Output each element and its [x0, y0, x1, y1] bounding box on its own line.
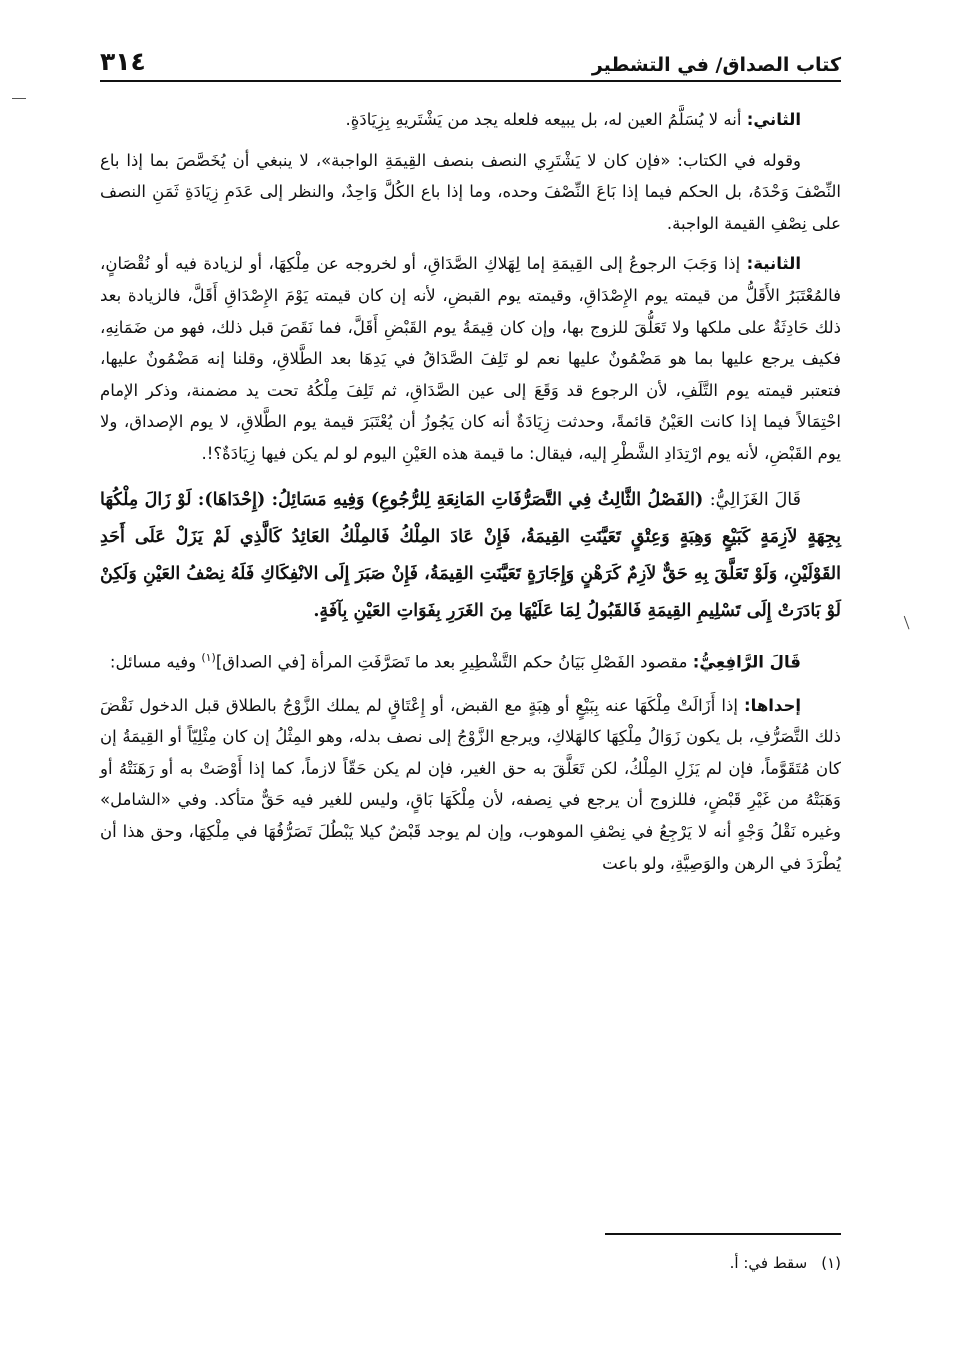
footnote-reference: (١): [201, 650, 216, 664]
footnote-text: سقط في: أ.: [729, 1254, 808, 1272]
paragraph-text: إذا أَزَالَتْ مِلْكَهَا عنه بِبَيْعٍ أو هِبَةٍ مع القبض، أو إِعْتَاقٍ لم يملك الزَّوْجُ بالطلاق قبل الدخول نَقْضَ ذلك التَّصَرُّفِ، بل يكون زَوَالُ مِلْكِهَا كالهَلاكِ، ويرجع الزَّوْجُ إلى نصف بدله، وهو المِثْلُ إن كان مِثْلِيّاً أو القِيمَةُ إن كان مُتَقَوَّماً، فإن لم يَزَلِ المِلْكُ، لكن تَعَلَّقَ به حق الغير، فإن لم يكن حَقّاً لازماً، كما إذا أَوْصَتْ به أو رَهَنَتْهُ أو وَهَبَتْهُ من غَيْرِ قَبْضٍ، فللزوج أن يرجع في نِصفه، لأن مِلْكَهَا بَاقٍ، وليس للغير فيه حَقٌّ متأكد. وفي «الشامل» وغيره نَقْلُ وَجْهٍ أنه لا يَرْجِعُ في نِصْفِ الموهوب، وإن لم يوجد قَبْضٌ كيلا يَبْطُلَ تَصَرُّفُهَا في مِلْكِهَا، وحق هذا أن يُطْرَدَ في الرهن والوَصِيَّةِ، ولو باعت: [100, 695, 841, 873]
footnote: [730, 1254, 841, 1272]
rafii-text-end: وفيه مسائل:: [109, 652, 202, 672]
ghazali-label: قَالَ الغَزَالِيُّ:: [709, 489, 802, 510]
paragraph-lead: الثانية:: [746, 254, 801, 274]
page-header: [100, 40, 841, 82]
running-title: كتاب الصداق/ في التشطير: [591, 54, 841, 76]
ghazali-section: [100, 482, 841, 630]
book-page: [100, 40, 841, 879]
paragraph-book-statement: [100, 145, 841, 240]
paragraph-first-issue: [100, 690, 841, 880]
paragraph-lead: إحداها:: [744, 695, 801, 715]
page-number: ٣١٤: [100, 47, 146, 76]
paragraph-text: أنه لا يُسَلَّمُ العين له، بل يبيعه فلعله يجد من يَشْتَريهِ بِزِيَادَةٍ.: [345, 110, 747, 129]
paragraph-text: إذا وَجَبَ الرجوعُ إلى القِيمَةِ إما لِهَلاكِ الصَّدَاقِ، أو لخروجه عن مِلْكِهَا، أو لزيادة فيه أو نُقْصَانٍ، فالمُعْتَبَرُ الأَقَلُّ من قيمته يوم الإِصْدَاقِ، وقيمته يوم القبضِ، لأنه إن كان قيمته يَوْمَ الإِصْدَاقِ أَقَلَّ، فالزيادة بعد ذلك حَادِثَةٌ على ملكها ولا تَعَلُّقَ للزوج بها، وإن كان قِيمَةُ يوم القَبْضِ أَقَلَّ، فما نَقَصَ قبل ذلك، فهو من ضَمَانِهِ، فكيف يرجع عليها بما هو مَضْمُونٌ عليها نعم لو تَلِفَ الصَّدَاقُ في يَدِهَا بعد الطَّلاقِ، وقلنا إنه مَضْمُونٌ عليها، فتعتبر قيمته يوم التَّلَفِ، لأن الرجوع قد وَقَعَ إلى عين الصَّدَاقِ، ثم تَلِفَ مِلْكُهُ تحت يد مضمنة، وذكر الإمام احْتِمَالاً فيما إذا كانت العَيْنُ قائمةً، وحدثت زِيَادَةٌ أنه كان يَجُوزُ أن يُعْتَبَرَ قيمة يوم الطَّلاقِ، لا يوم الإصداق، ولا يوم القَبْضِ، لأنه يوم ارْتِدَادِ الشَّطْرِ إليه، فيقال: ما قيمة هذه العَيْنِ اليوم لو لم يكن فيها زِيَادَةٌ؟!.: [100, 254, 841, 463]
footnote-rule: [605, 1233, 841, 1235]
rafii-label: قَالَ الرَّافِعِيُّ:: [692, 652, 801, 672]
rafii-text: مقصود الفَصْلِ بَيَانُ حكم التَّشْطِيرِ بعد ما تَصَرَّفَتِ المرأة [في الصداق]: [215, 652, 693, 672]
footnote-number: (١): [821, 1254, 841, 1272]
ghazali-text: (الفَصْلُ الثَّالِثُ فِي التَّصَرُّفَاتِ المَانِعَةِ لِلرُّجُوعِ) وَفِيهِ مَسَائِلُ: (إِحْدَاهَا): لَوْ زَالَ مِلْكُهَا بِجِهَةٍ لاَزِمَةٍ كَبَيْعٍ وَهِبَةٍ وَعِتْقٍ تَعَيَّنَتِ القِيمَةُ، فَإِنْ عَادَ المِلْكُ فَالمِلْكُ العَائِدُ كَالَّذِي لَمْ يَزَلْ عَلَى أَحَدِ القَوْلَيْنِ، وَلَوْ تَعَلَّقَ بِهِ حَقٌّ لاَزِمٌ كَرَهْنٍ وَإِجَارَةٍ تَعَيَّنَتِ القِيمَةُ، فَإِنْ صَبَرَ إِلَى الانْفِكَاكِ فَلَهُ نِصْفُ العَيْنِ وَلَكِنْ لَوْ بَادَرَتْ إِلَى تَسْلِيمِ القِيمَةِ فَالقَبُولُ لِمَا عَلَيْهَا مِنَ الغَرَرِ بِفَوَاتِ العَيْنِ بِآفَةٍ.: [100, 489, 841, 621]
margin-rule: [12, 98, 26, 99]
paragraph-text: وقوله في الكتاب: «فإن كان لا يَشْتَرِي النصف بنصف القِيمَةِ الواجبة»، لا ينبغي أن يُخَصَّصَ بما إذا باع النِّصْفَ وَحْدَهُ، بل الحكم فيما إذا بَاعَ النِّصْفَ وحده، وما إذا باع الكُلَّ وَاحِدٌ، والنظر إلى عَدَمِ زِيَادَةِ ثَمَنِ النصف على نِصْفِ القيمة الواجبة.: [100, 150, 841, 233]
paragraph-second-issue: [100, 248, 841, 469]
rafii-section: [100, 642, 841, 678]
margin-mark: [904, 615, 913, 630]
page-body: [100, 104, 841, 879]
paragraph-lead: الثاني:: [746, 110, 801, 129]
paragraph-second-reason: [100, 104, 841, 136]
